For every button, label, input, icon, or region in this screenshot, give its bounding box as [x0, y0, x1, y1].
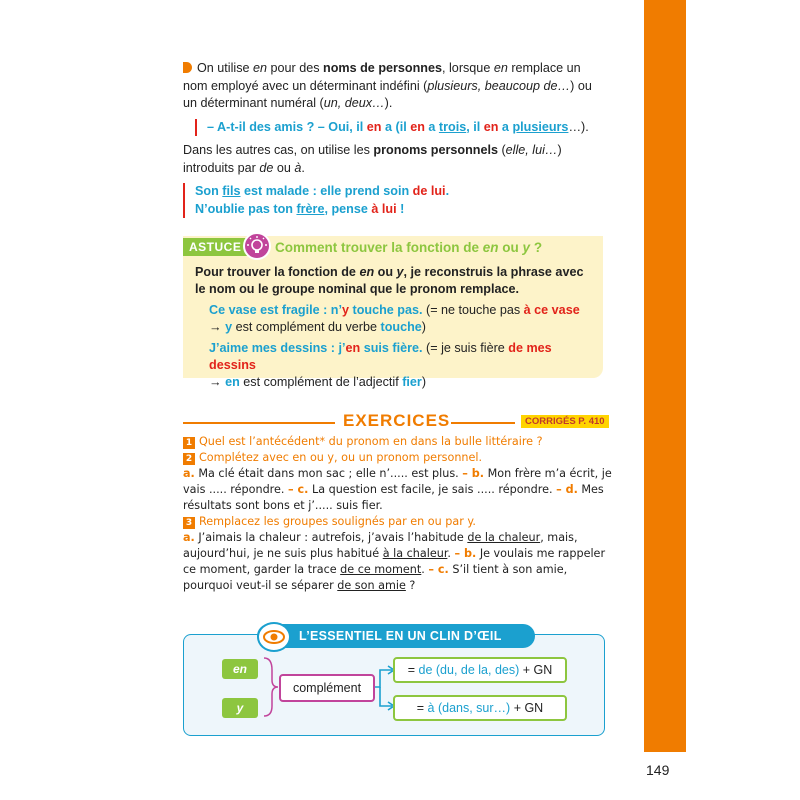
corriges-badge: CORRIGÉS P. 410 — [521, 415, 609, 428]
astuce-body — [195, 264, 595, 391]
astuce-example-2: J’aime mes dessins : j’en suis fière. (= je suis fière de mes dessins → en est complément de l’adjectif fier) — [209, 341, 552, 389]
example-line: – A-t-il des amis ? – Oui, il en a (il en a trois, il en a plusieurs — [207, 119, 569, 134]
page-number: 149 — [646, 762, 670, 778]
intro-section — [183, 60, 603, 224]
exercise-1: 1 Quel est l’antécédent* du pronom en dans la bulle littéraire ? — [183, 434, 613, 450]
example-block-1: – A-t-il des amis ? – Oui, il en a (il en a trois, il en a plusieurs…). — [195, 119, 603, 137]
exercise-3-instruction: 3 Remplacez les groupes soulignés par en ou par y. — [183, 514, 613, 530]
essentiel-header — [257, 624, 535, 648]
page-side-bar — [644, 0, 686, 752]
complement-box: complément — [279, 674, 375, 702]
box-y-rule: = à (dans, sur…) + GN — [393, 695, 567, 721]
eye-icon — [257, 622, 291, 652]
lightbulb-icon — [243, 232, 271, 260]
pronoun-y: y — [222, 698, 258, 718]
divider — [183, 422, 335, 424]
exercise-2-instruction: 2 Complétez avec en ou y, ou un pronom personnel. — [183, 450, 613, 466]
example-line: N’oublie pas ton frère, pense à lui ! — [195, 201, 405, 216]
exercises-list — [183, 434, 613, 594]
example-block-2 — [183, 183, 603, 218]
orange-arrow-icon — [183, 62, 192, 73]
rule-paragraph-2: Dans les autres cas, on utilise les pronoms personnels (elle, lui…) introduits par de ou à. — [183, 143, 562, 175]
astuce-tag: ASTUCE — [183, 238, 247, 256]
exercise-3-body: a. J’aimais la chaleur : autrefois, j’avais l’habitude de la chaleur, mais, aujourd’hui, je ne suis plus habitué à la chaleur. – b. Je voulais me rappeler ce moment, garder la trace de ce moment. – c. S’il tient à son amie, pourquoi veut-il se séparer de son amie ? — [183, 531, 606, 592]
example-line: Son fils est malade : elle prend soin de lui. — [195, 184, 450, 198]
box-en-rule: = de (du, de la, des) + GN — [393, 657, 567, 683]
astuce-lead: Pour trouver la fonction de en ou y, je reconstruis la phrase avec le nom ou le groupe nominal que le pronom remplace. — [195, 265, 584, 296]
astuce-box — [183, 236, 603, 389]
essentiel-title: L’ESSENTIEL EN UN CLIN D’ŒIL — [299, 629, 502, 643]
pronoun-en: en — [222, 659, 258, 679]
exercices-title: EXERCICES — [343, 411, 451, 430]
astuce-title: Comment trouver la fonction de en ou y ? — [275, 240, 543, 255]
exercise-2-body: a. Ma clé était dans mon sac ; elle n’..... est plus. – b. Mon frère m’a écrit, je vais ..... répondre. – c. La question est facile, je sais ..... répondre. – d. Mes résultats sont bons et j’..... suis fier. — [183, 467, 612, 512]
divider — [451, 422, 515, 424]
astuce-example-1: Ce vase est fragile : n’y touche pas. (= ne touche pas à ce vase → y est complément du verbe touche) — [209, 303, 580, 334]
exercices-header — [183, 411, 613, 433]
rule-paragraph-1: On utilise en pour des noms de personnes, lorsque en remplace un nom employé avec un déterminant indéfini (plusieurs, beaucoup de…) ou un déterminant numéral (un, deux…). — [183, 61, 592, 110]
